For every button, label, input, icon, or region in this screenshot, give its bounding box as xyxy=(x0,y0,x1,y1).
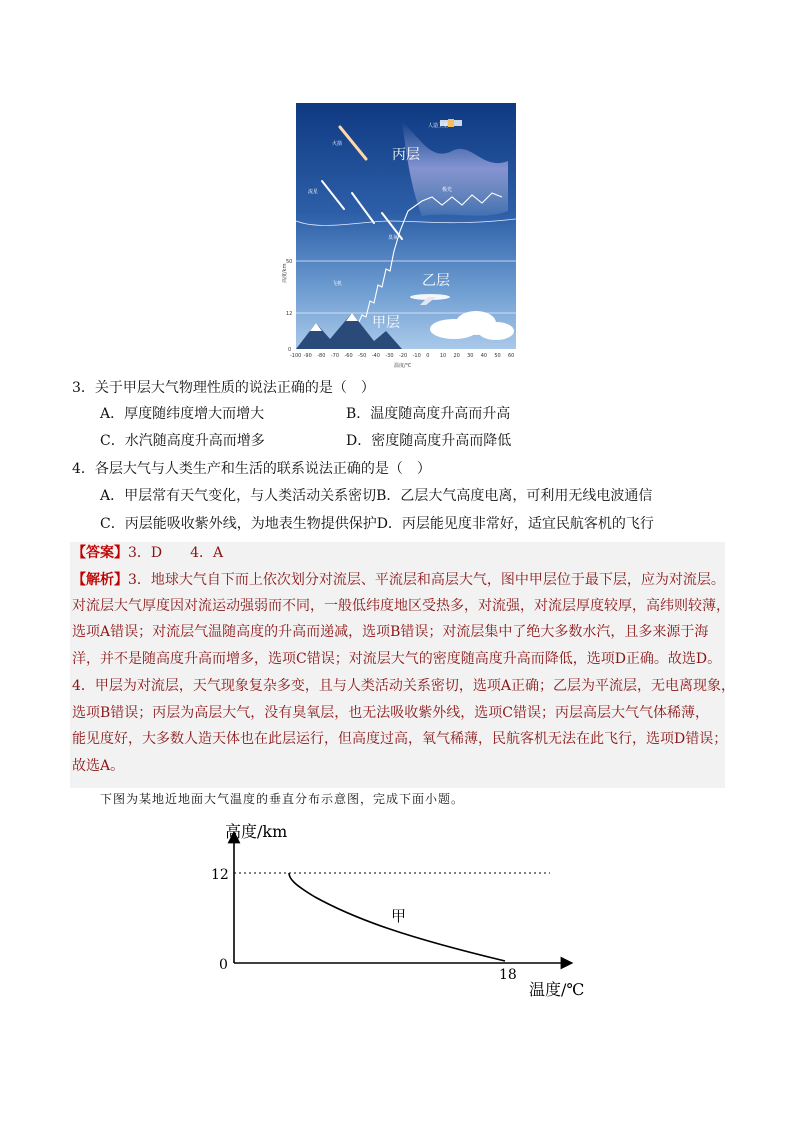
question-3-stem: 3．关于甲层大气物理性质的说法正确的是（ ） xyxy=(72,380,375,396)
airplane-label: 飞机 xyxy=(332,281,343,287)
analysis-line: 故选A。 xyxy=(72,758,125,774)
fig1-x-tick: 30 xyxy=(467,353,474,359)
aurora-label: 极光 xyxy=(442,187,453,193)
fig1-x-tick: 10 xyxy=(439,353,447,359)
fig1-x-tick: -20 xyxy=(399,353,408,359)
analysis-text: 3．地球大气自下而上依次划分对流层、平流层和高层大气，图中甲层位于最下层，应为对流层。 xyxy=(128,572,725,588)
fig2-y-label: 高度/km xyxy=(225,822,288,841)
answer-line xyxy=(72,543,223,563)
fig1-x-tick: -30 xyxy=(385,353,394,359)
analysis-line: 4．甲层为对流层，天气现象复杂多变，且与人类活动关系密切，选项A正确；乙层为平流层，无电离现象， xyxy=(72,678,736,694)
analysis-line: 选项A错误；对流层气温随高度的升高而递减，选项B错误；对流层集中了绝大多数水汽，且多来源于海 xyxy=(72,624,709,640)
fig1-y-label: 高度/km xyxy=(282,263,288,283)
answer-tag: 【答案】 xyxy=(72,545,128,561)
analysis-tag: 【解析】 xyxy=(72,572,128,588)
analysis-line: 对流层大气厚度因对流运动强弱而不同，一般低纬度地区受热多，对流强，对流层厚度较厚，高纬则较薄， xyxy=(72,598,730,614)
fig2-x-label: 温度/℃ xyxy=(529,980,585,999)
meteor-label: 流星 xyxy=(308,189,319,195)
ozone-label: 臭氧 xyxy=(388,235,399,241)
analysis-line: 能见度好，大多数人造天体也在此层运行，但高度过高，氧气稀薄，民航客机无法在此飞行，选项D错误； xyxy=(72,731,728,747)
fig1-x-tick: 50 xyxy=(494,353,501,359)
q3-option-b: B．温度随高度升高而升高 xyxy=(346,406,511,422)
fig2-y-tick-12: 12 xyxy=(211,867,229,883)
fig1-y-tick: 0 xyxy=(288,347,292,353)
fig1-x-tick: 20 xyxy=(453,353,460,359)
q4-options-cd: C．丙层能吸收紫外线，为地表生物提供保护D．丙层能见度非常好，适宜民航客机的飞行 xyxy=(100,516,654,532)
temperature-profile-figure xyxy=(205,815,595,1005)
fig1-x-tick: 0 xyxy=(426,353,430,359)
satellite-label: 人造卫星 xyxy=(428,123,449,129)
fig1-x-ticks xyxy=(290,353,514,359)
q3-option-d: D．密度随高度升高而降低 xyxy=(346,433,512,449)
fig1-x-tick: -50 xyxy=(358,353,367,359)
fig1-x-tick: -60 xyxy=(344,353,353,359)
layer-c-label: 丙层 xyxy=(392,147,420,163)
fig1-x-tick: -40 xyxy=(371,353,380,359)
fig1-x-tick: -100 xyxy=(290,353,302,359)
fig1-x-tick: 60 xyxy=(508,353,515,359)
q3-option-c: C．水汽随高度升高而增多 xyxy=(100,433,265,449)
analysis-line xyxy=(72,570,725,590)
fig1-y-tick: 12 xyxy=(286,311,293,317)
question-4-stem: 4．各层大气与人类生产和生活的联系说法正确的是（ ） xyxy=(72,461,431,477)
fig2-origin-label: 0 xyxy=(219,957,228,973)
fig1-x-tick: 40 xyxy=(480,353,488,359)
q3-option-a: A．厚度随纬度增大而增大 xyxy=(100,406,265,422)
fig1-x-tick: -90 xyxy=(303,353,312,359)
fig1-x-tick: -10 xyxy=(412,353,421,359)
atmosphere-layers-figure xyxy=(282,101,522,369)
rocket-label: 火箭 xyxy=(332,141,343,147)
fig2-curve-label: 甲 xyxy=(391,907,407,925)
layer-b-label: 乙层 xyxy=(422,273,450,289)
fig1-y-tick: 50 xyxy=(286,259,293,265)
q4-options-ab: A．甲层常有天气变化，与人类活动关系密切B．乙层大气高度电离，可利用无线电波通信 xyxy=(100,488,653,504)
figure2-intro: 下图为某地近地面大气温度的垂直分布示意图，完成下面小题。 xyxy=(100,792,465,806)
layer-a-label: 甲层 xyxy=(372,315,400,331)
analysis-line: 洋，并不是随高度升高而增多，选项C错误；对流层大气的密度随高度升高而降低，选项D正确。故选D。 xyxy=(72,651,722,667)
analysis-line: 选项B错误；丙层为高层大气，没有臭氧层，也无法吸收紫外线，选项C错误；丙层高层大气气体稀薄， xyxy=(72,705,709,721)
fig1-x-label: 温度/℃ xyxy=(394,363,412,369)
fig1-x-tick: -80 xyxy=(317,353,326,359)
fig2-x-tick-18: 18 xyxy=(499,967,517,983)
fig1-x-tick: -70 xyxy=(330,353,340,359)
answer-text: 3．D 4．A xyxy=(128,545,224,561)
